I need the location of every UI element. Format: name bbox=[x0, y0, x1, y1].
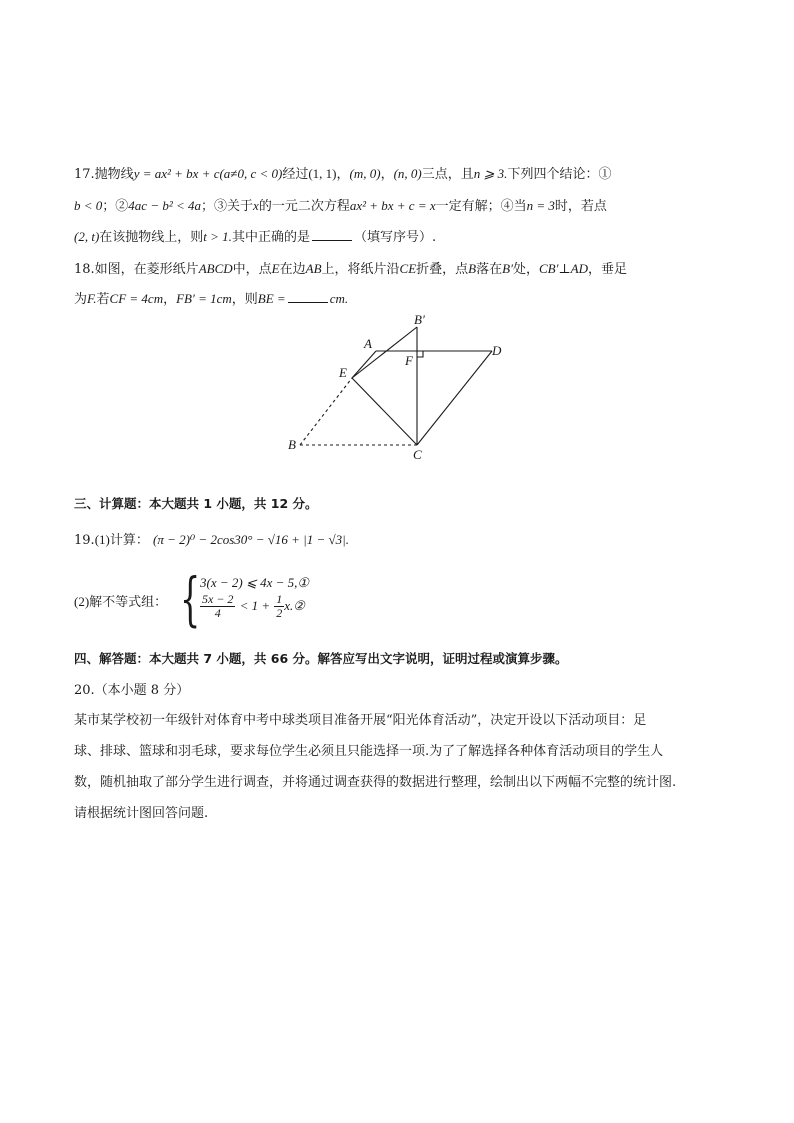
q20-paragraph-line-2: 球、排球、篮球和羽毛球，要求每位学生必须且只能选择一项.为了了解选择各种体育活动项目的学生人 bbox=[74, 744, 664, 759]
q17-line-3: (2, t)在该抛物线上，则t > 1.其中正确的是 （填写序号）. bbox=[74, 229, 437, 245]
segment-EA bbox=[352, 351, 376, 378]
label-F: F bbox=[405, 353, 413, 368]
right-angle-mark bbox=[417, 351, 423, 357]
q20-title: 20.（本小题 8 分） bbox=[74, 683, 190, 698]
q17-line-1: 17.抛物线y = ax² + bx + c(a≠0, c < 0)经过(1, 1)，(m, 0)，(n, 0)三点，且n ⩾ 3.下列四个结论：① bbox=[74, 166, 612, 182]
section-3-heading: 三、计算题：本大题共 1 小题，共 12 分。 bbox=[74, 496, 318, 511]
label-E: E bbox=[339, 365, 347, 380]
q20-paragraph-line-4: 请根据统计图回答问题. bbox=[74, 806, 209, 821]
q18-line-1: 18.如图，在菱形纸片ABCD中，点E在边AB上，将纸片沿CE折叠，点B落在B′处，CB′⊥AD，垂足 bbox=[74, 261, 627, 277]
answer-blank[interactable] bbox=[312, 228, 352, 241]
system-brace: { bbox=[180, 565, 201, 633]
label-B: B bbox=[288, 437, 296, 452]
section-4-heading: 四、解答题：本大题共 7 小题，共 66 分。解答应写出文字说明，证明过程或演算步骤。 bbox=[74, 651, 568, 666]
label-C: C bbox=[413, 447, 422, 462]
segment-DC bbox=[417, 351, 492, 445]
inequality-2: $\frac{5x - 2}{4}$ < 1 + $\frac{1}{2}$ x.② bbox=[202, 592, 305, 620]
rhombus-fold-figure bbox=[280, 308, 520, 468]
answer-blank[interactable] bbox=[288, 290, 328, 303]
label-B-prime: B′ bbox=[414, 312, 425, 327]
q19-part-1: 19.(1)计算： (π − 2)⁰ − 2cos30° − √16 + |1 − √3|. bbox=[74, 532, 349, 548]
segment-EC bbox=[352, 378, 417, 445]
q19-part-2-label: (2)解不等式组： bbox=[74, 594, 168, 610]
q20-paragraph-line-3: 数，随机抽取了部分学生进行调查，并将通过调查获得的数据进行整理，绘制出以下两幅不完整的统计图. bbox=[74, 775, 677, 790]
label-D: D bbox=[492, 343, 502, 358]
inequality-1: 3(x − 2) ⩽ 4x − 5,① bbox=[200, 575, 310, 590]
q17-line-2: b < 0；②4ac − b² < 4a；③关于x的一元二次方程ax² + bx + c = x一定有解；④当n = 3时，若点 bbox=[74, 198, 607, 214]
label-A: A bbox=[364, 336, 372, 351]
segment-BE bbox=[300, 378, 352, 445]
q20-paragraph-line-1: 某市某学校初一年级针对体育中考中球类项目准备开展“阳光体育活动”，决定开设以下活动项目：足 bbox=[74, 713, 647, 728]
q18-line-2: 为F.若CF = 4cm，FB′ = 1cm，则BE = cm. bbox=[74, 291, 349, 307]
